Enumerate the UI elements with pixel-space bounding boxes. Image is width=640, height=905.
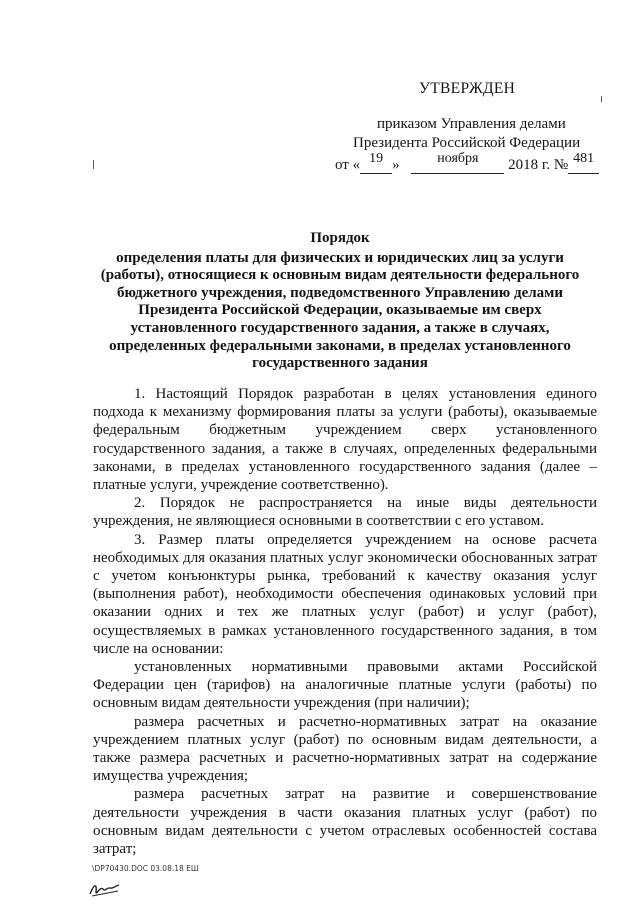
date-month-field	[411, 151, 504, 174]
document-body	[93, 385, 597, 858]
order-number-value: 481	[573, 151, 595, 166]
signature-icon	[88, 880, 122, 898]
approval-order-line: приказом Управления делами	[377, 116, 566, 132]
date-month-value: ноября	[437, 151, 479, 166]
order-number-field	[568, 151, 599, 174]
approval-date-line	[335, 151, 599, 174]
paragraph-2: 2. Порядок не распространяется на иные виды деятельности учреждения, не являющиеся основными в соответствии с его уставом.	[93, 495, 597, 530]
scan-mark	[93, 160, 94, 169]
date-mid: »	[392, 157, 400, 173]
title-subtitle: определения платы для физических и юридических лиц за услуги (работы), относящиеся к основным видам деятельности федерального бюджетного учреждения, подведомственного Управлению делами Президента Российской Федерации, оказываемые им сверх установленного государственного задания, а также в случаях, определенных федеральными законами, в пределах установленного государственного задания	[100, 249, 580, 372]
document-title	[96, 230, 584, 373]
scan-mark	[601, 96, 602, 102]
date-day-value: 19	[369, 151, 384, 166]
approval-org-line: Президента Российской Федерации	[353, 135, 581, 151]
list-item: установленных нормативными правовыми актами Российской Федерации цен (тарифов) на аналогичные платные услуги (работы) по основным видам деятельности учреждения (при наличии);	[93, 659, 597, 712]
date-day-field	[360, 151, 392, 174]
date-prefix: от «	[335, 157, 361, 173]
approval-heading: УТВЕРЖДЕН	[419, 80, 516, 97]
file-code: \DP70430.DOC 03.08.18 ЕШ	[92, 864, 199, 873]
list-item: размера расчетных и расчетно-нормативных затрат на оказание учреждением платных услуг (работ) по основным видам деятельности, а также размера расчетных и расчетно-нормативных затрат на содержание имущества учреждения;	[93, 713, 597, 785]
paragraph-1: 1. Настоящий Порядок разработан в целях установления единого подхода к механизму формирования платы за услуги (работы), оказываемые федеральным бюджетным учреждением сверх установленного государственного задания, а также в случаях, определенных федеральными законами, в пределах установленного государственного задания (далее – платные услуги, учреждение соответственно).	[93, 386, 597, 494]
title-main: Порядок	[310, 230, 370, 246]
list-item: размера расчетных затрат на развитие и совершенствование деятельности учреждения в части оказания платных услуг (работ) по основным видам деятельности с учетом отраслевых особенностей состава затрат;	[93, 786, 597, 858]
date-year-number-label: 2018 г. №	[508, 157, 569, 173]
paragraph-3: 3. Размер платы определяется учреждением на основе расчета необходимых для оказания платных услуг экономически обоснованных затрат с учетом конъюнктуры рынка, требований к качеству оказания услуг (выполнения работ), необходимости обеспечения одинаковых условий при оказании одних и тех же платных услуг (работ) и услуг (работ), осуществляемых в рамках установленного государственного задания, в том числе на основании:	[93, 531, 597, 657]
